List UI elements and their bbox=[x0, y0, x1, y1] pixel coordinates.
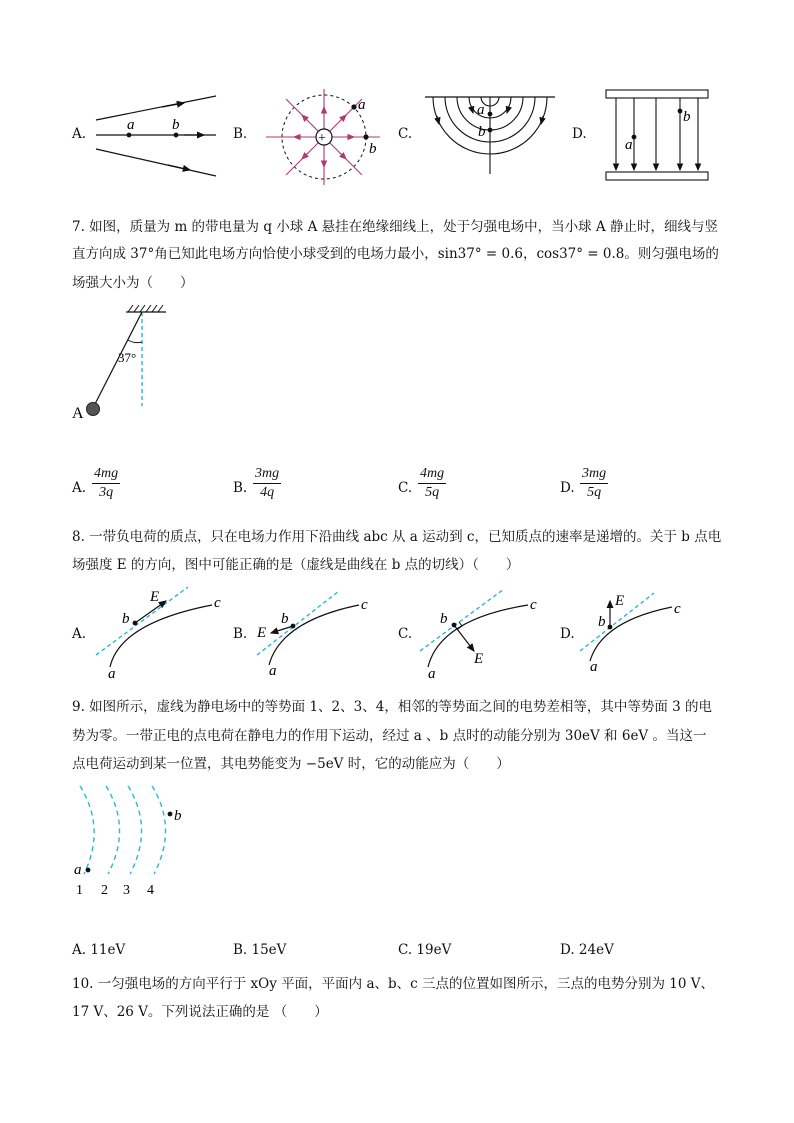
q9-option-d: D. 24eV bbox=[560, 942, 614, 958]
svg-text:a: a bbox=[428, 666, 436, 680]
q7-option-a: A. bbox=[72, 480, 87, 496]
svg-text:+: + bbox=[318, 131, 326, 146]
q9-equipotential-figure bbox=[70, 782, 200, 902]
q7-line-2: 直方向成 37°角已知此电场方向恰使小球受到的电场力最小，sin37° = 0.6，cos37° = 0.8。则匀强电场的 bbox=[72, 246, 719, 262]
svg-text:E: E bbox=[474, 651, 484, 667]
point-a bbox=[127, 133, 132, 138]
point-a-label: a bbox=[74, 862, 82, 878]
q7-option-d-fraction: $\frac{3mg}{5q}$ bbox=[582, 466, 607, 500]
q8-option-a-label: A. bbox=[72, 626, 87, 642]
bottom-plate bbox=[606, 172, 708, 180]
q8-figure-b bbox=[253, 585, 393, 680]
q8-line-2: 场强度 E 的方向，图中可能正确的是（虚线是曲线在 b 点的切线）（ ） bbox=[72, 557, 520, 573]
svg-text:E: E bbox=[150, 589, 160, 605]
q6-option-b-label: B. bbox=[233, 126, 248, 142]
svg-text:a: a bbox=[625, 137, 633, 153]
q9-line-3: 点电荷运动到某一位置，其电势能变为 −5eV 时，它的动能应为（ ） bbox=[72, 756, 510, 772]
point-b bbox=[174, 133, 179, 138]
q6-figure-b bbox=[262, 87, 386, 187]
q9-option-c: C. 19eV bbox=[398, 942, 452, 958]
q9-line-2: 势为零。一带正电的点电荷在静电力的作用下运动，经过 a 、b 点时的动能分别为 30eV 和 6eV 。当这一 bbox=[72, 728, 707, 744]
q7-option-c-fraction: $\frac{4mg}{5q}$ bbox=[420, 466, 445, 500]
q10-line-1: 10. 一匀强电场的方向平行于 xOy 平面，平面内 a、b、c 三点的位置如图所示，三点的电势分别为 10 V、 bbox=[72, 976, 714, 992]
q7-option-d: D. bbox=[560, 480, 575, 496]
q7-option-c: C. bbox=[398, 480, 413, 496]
svg-text:c: c bbox=[361, 597, 368, 613]
angle-label: 37° bbox=[118, 350, 137, 365]
svg-text:3: 3 bbox=[123, 883, 130, 898]
q7-option-a-fraction: $\frac{4mg}{3q}$ bbox=[94, 466, 119, 500]
q7-option-b-fraction: $\frac{3mg}{4q}$ bbox=[255, 466, 280, 500]
q9-option-b: B. 15eV bbox=[233, 942, 287, 958]
q7-line-3: 场强大小为（ ） bbox=[72, 275, 194, 291]
label-a: a bbox=[127, 117, 135, 133]
point-b-label: b bbox=[174, 808, 182, 824]
q9-line-1: 9. 如图所示，虚线为静电场中的等势面 1、2、3、4，相邻的等势面之间的电势差相等，其中等势面 3 的电 bbox=[72, 699, 712, 715]
q7-pendulum-figure bbox=[70, 302, 190, 427]
svg-text:c: c bbox=[214, 595, 221, 611]
ball bbox=[87, 403, 100, 416]
q8-figure-c bbox=[418, 585, 558, 680]
q8-line-1: 8. 一带负电荷的质点，只在电场力作用下沿曲线 abc 从 a 运动到 c，已知质点的速率是递增的。关于 b 点电 bbox=[72, 529, 722, 545]
svg-text:b: b bbox=[683, 109, 691, 125]
svg-text:2: 2 bbox=[101, 883, 108, 898]
q8-figure-d bbox=[578, 585, 718, 680]
top-plate bbox=[606, 90, 708, 98]
svg-text:b: b bbox=[122, 611, 130, 627]
q9-option-a: A. 11eV bbox=[72, 942, 126, 958]
svg-text:b: b bbox=[281, 611, 289, 627]
svg-text:a: a bbox=[108, 666, 116, 680]
svg-text:b: b bbox=[478, 124, 486, 140]
q7-option-b: B. bbox=[233, 480, 248, 496]
q6-option-d-label: D. bbox=[572, 126, 587, 142]
q6-option-c-label: C. bbox=[398, 126, 413, 142]
svg-text:E: E bbox=[615, 593, 625, 609]
svg-text:b: b bbox=[369, 141, 377, 157]
q8-option-b-label: B. bbox=[233, 626, 248, 642]
q8-figure-a bbox=[92, 585, 232, 680]
q6-figure-c bbox=[423, 88, 557, 178]
svg-text:a: a bbox=[358, 97, 366, 113]
label-b: b bbox=[172, 117, 180, 133]
svg-text:a: a bbox=[269, 663, 277, 679]
svg-text:c: c bbox=[674, 601, 681, 617]
svg-text:a: a bbox=[477, 102, 485, 118]
q6-option-a-label: A. bbox=[72, 126, 87, 142]
q6-figure-d bbox=[600, 86, 714, 184]
ball-label: A bbox=[72, 405, 84, 422]
svg-text:1: 1 bbox=[76, 883, 83, 898]
q8-option-c-label: C. bbox=[398, 626, 413, 642]
svg-text:b: b bbox=[440, 611, 448, 627]
q10-line-2: 17 V、26 V。下列说法正确的是 （ ） bbox=[72, 1004, 328, 1020]
q6-figure-a bbox=[92, 88, 222, 183]
q8-option-d-label: D. bbox=[560, 626, 575, 642]
svg-text:E: E bbox=[257, 625, 267, 641]
svg-text:c: c bbox=[530, 597, 537, 613]
q7-line-1: 7. 如图，质量为 m 的带电量为 q 小球 A 悬挂在绝缘细线上，处于匀强电场中，当小球 A 静止时，细线与竖 bbox=[72, 219, 718, 235]
svg-text:4: 4 bbox=[147, 883, 154, 898]
svg-text:a: a bbox=[590, 659, 598, 675]
svg-text:b: b bbox=[598, 614, 606, 630]
